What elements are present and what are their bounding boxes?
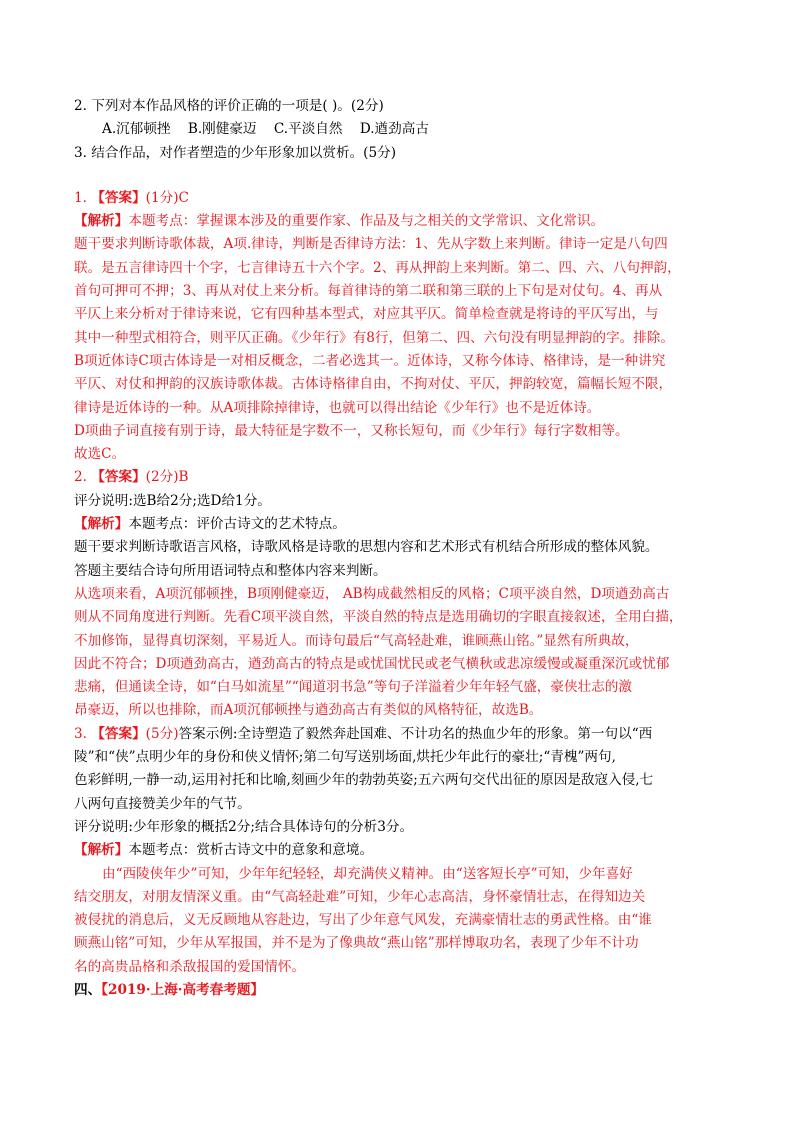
- answer-1-line: 联。是五言律诗四十个字，七言律诗五十六个字。2、再从押韵上来判断。第二、四、六、八句押韵，: [74, 259, 681, 276]
- answer-1-analysis-label: 【解析】: [74, 213, 129, 230]
- answer-2-analysis-label: 【解析】: [74, 516, 129, 533]
- option-a: A.沉郁顿挫: [102, 121, 171, 138]
- section-4-heading: [74, 979, 726, 1002]
- section-4-title: 【2019·上海·高考春考题】: [101, 981, 265, 998]
- answer-1-header: [74, 187, 726, 210]
- option-b: B.刚健豪迈: [187, 121, 257, 138]
- answer-3-scoring: 评分说明:少年形象的概括2分;结合具体诗句的分析3分。: [74, 818, 414, 835]
- section-4-prefix: 四、: [74, 981, 102, 998]
- question-2-options: [74, 118, 726, 141]
- answer-3-paragraph-line: 由“西陵侠年少”可知，少年年纪轻轻，却充满侠义精神。由“送客短长亭”可知，少年喜好: [102, 865, 633, 882]
- answer-2-line: 从选项来看，A项沉郁顿挫，B项刚健豪迈， AB构成截然相反的风格；C项平淡自然，D项遒劲高古: [74, 585, 670, 602]
- answer-3-line: 陵”和“侠”点明少年的身份和侠义情怀;第二句写送别场面,烘托少年此行的豪壮;“青槐”两句,: [74, 749, 616, 766]
- answer-1-line: B项近体诗C项古体诗是一对相反概念，二者必选其一。近体诗，又称今体诗、格律诗，是一种讲究: [74, 352, 666, 369]
- answer-1-line: D项曲子词直接有别于诗，最大特征是字数不一，又称长短句，而《少年行》每行字数相等。: [74, 422, 629, 439]
- answer-1-analysis-topic: 本题考点：掌握课本涉及的重要作家、作品及与之相关的文学常识、文化常识。: [128, 213, 605, 230]
- answer-3-score: (5分): [145, 725, 179, 742]
- option-d: D.遒劲高古: [359, 121, 429, 138]
- answer-1-line: 题干要求判断诗歌体裁，A项.律诗，判断是否律诗方法：1、先从字数上来判断。律诗一定是八句四: [74, 236, 668, 253]
- answer-2-scoring: 评分说明:选B给2分;选D给1分。: [74, 492, 271, 509]
- answer-1-line: 平仄上来分析对于律诗来说，它有四种基本型式，对应其平仄。简单检查就是将诗的平仄写出，与: [74, 306, 659, 323]
- answer-1-line: 平仄、对仗和押韵的汉族诗歌体裁。古体诗格律自由，不拘对仗、平仄，押韵较宽，篇幅长短不限，: [74, 376, 673, 393]
- answer-3-header: [74, 723, 726, 746]
- answer-3-analysis-header: [74, 839, 726, 862]
- answer-1-label: 【答案】: [91, 189, 146, 206]
- answer-3-analysis-label: 【解析】: [74, 842, 129, 859]
- document-page: [74, 95, 726, 1002]
- answer-1-line: 律诗是近体诗的一种。从A项排除掉律诗，也就可以得出结论《少年行》也不是近体诗。: [74, 399, 601, 416]
- answer-2-line: 题干要求判断诗歌语言风格，诗歌风格是诗歌的思想内容和艺术形式有机结合所形成的整体风貌。: [74, 539, 659, 556]
- answer-1-line: 其中一种型式相符合，则平仄正确。《少年行》有8行，但第二、四、六句没有明显押韵的字。排除。: [74, 329, 674, 346]
- answer-2-line: 因此不符合；D项遒劲高古，遒劲高古的特点是或忧国忧民或老气横秋或悲凉缓慢或凝重深沉或忧郁: [74, 655, 670, 672]
- answer-2-analysis-header: [74, 513, 726, 536]
- answer-1-score: (1分)C: [145, 189, 189, 206]
- answer-3-paragraph-line: 结交朋友，对朋友情深义重。由“气高轻赴难”可知，少年心志高洁，身怀豪情壮志，在得知边关: [74, 888, 646, 905]
- answer-2-score: (2分)B: [145, 469, 189, 486]
- answer-2-analysis-topic: 本题考点：评价古诗文的艺术特点。: [128, 516, 346, 533]
- answer-2-line: 悲痛，但通读全诗，如“白马如流星”“闻道羽书急”等句子洋溢着少年年轻气盛，豪侠壮志的激: [74, 679, 632, 696]
- answer-2-line: 不加修饰，显得真切深刻，平易近人。而诗句最后“气高轻赴难，谁顾燕山铭。”显然有所典故，: [74, 632, 639, 649]
- question-2: 2. 下列对本作品风格的评价正确的一项是( )。(2分): [74, 98, 384, 114]
- answer-3-example: 答案示例:全诗塑造了毅然奔赴国难、不计功名的热血少年的形象。第一句以“西: [178, 725, 653, 742]
- question-3: 3. 结合作品，对作者塑造的少年形象加以赏析。(5分): [74, 144, 397, 161]
- answer-2-header: [74, 466, 726, 489]
- answer-3-label: 【答案】: [91, 725, 146, 742]
- answer-2-line: 昂豪迈，所以也排除，而A项沉郁顿挫与遒劲高古有类似的风格特征，故选B。: [74, 702, 543, 719]
- answer-3-number: 3.: [74, 725, 92, 742]
- answer-3-line: 八两句直接赞美少年的气节。: [74, 795, 251, 812]
- option-c: C.平淡自然: [273, 121, 343, 138]
- answer-3-line: 色彩鲜明,一静一动,运用衬托和比喻,刻画少年的勃勃英姿;五六两句交代出征的原因是敌寇入侵,七: [74, 772, 654, 789]
- answer-1-analysis-header: [74, 210, 726, 233]
- answer-2-number: 2.: [74, 469, 92, 486]
- answer-3-analysis-topic: 本题考点：赏析古诗文中的意象和意境。: [128, 842, 374, 859]
- answer-3-paragraph-line: 顾燕山铭”可知，少年从军报国，并不是为了像典故“燕山铭”那样博取功名，表现了少年不计功: [74, 935, 639, 952]
- answer-2-line: 则从不同角度进行判断。先看C项平淡自然，平淡自然的特点是选用确切的字眼直接叙述，全用白描，: [74, 609, 683, 626]
- answer-2-line: 答题主要结合诗句所用语词特点和整体内容来判断。: [74, 562, 387, 579]
- answer-1-line: 故选C。: [74, 446, 126, 463]
- answer-1-line: 首句可押可不押；3、再从对仗上来分析。每首律诗的第二联和第三联的上下句是对仗句。4、再从: [74, 283, 663, 300]
- answer-1-number: 1.: [74, 189, 92, 206]
- answer-3-paragraph-line: 被侵扰的消息后，义无反顾地从容赴边，写出了少年意气风发，充满豪情壮志的勇武性格。由“谁: [74, 912, 652, 929]
- answer-2-label: 【答案】: [91, 469, 146, 486]
- answer-3-paragraph-line: 名的高贵品格和杀敌报国的爱国情怀。: [74, 958, 306, 975]
